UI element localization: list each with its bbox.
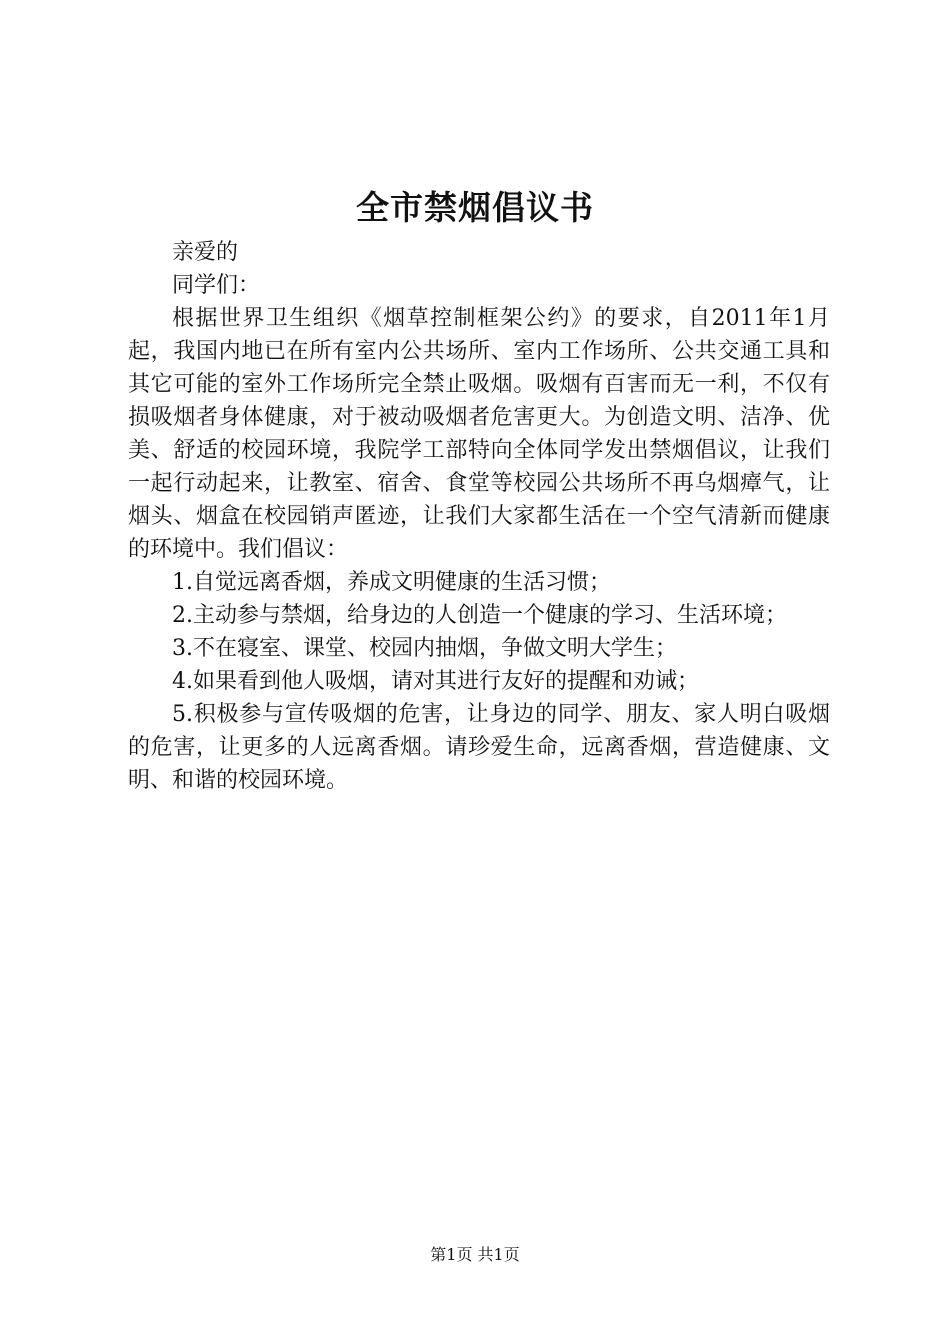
proposal-item: 3.不在寝室、课堂、校园内抽烟，争做文明大学生； bbox=[172, 636, 677, 661]
proposal-item: 5.积极参与宣传吸烟的危害，让身边的同学、朋友、家人明白吸烟的危害，让更多的人远离香烟。请珍爱生命，远离香烟，营造健康、文明、和谐的校园环境。 bbox=[128, 702, 830, 793]
greeting-line: 同学们： bbox=[172, 273, 261, 298]
page-footer: 第1页 共1页 bbox=[430, 1245, 520, 1264]
greeting-line: 亲爱的 bbox=[172, 240, 239, 265]
document-title: 全市禁烟倡议书 bbox=[356, 188, 594, 227]
proposal-item: 4.如果看到他人吸烟，请对其进行友好的提醒和劝诫； bbox=[172, 669, 699, 694]
proposal-item: 1.自觉远离香烟，养成文明健康的生活习惯； bbox=[172, 570, 611, 595]
document-body bbox=[128, 236, 830, 797]
intro-paragraph: 根据世界卫生组织《烟草控制框架公约》的要求，自2011年1月起，我国内地已在所有室内公共场所、室内工作场所、公共交通工具和其它可能的室外工作场所完全禁止吸烟。吸烟有百害而无一利，不仅有损吸烟者身体健康，对于被动吸烟者危害更大。为创造文明、洁净、优美、舒适的校园环境，我院学工部特向全体同学发出禁烟倡议，让我们一起行动起来，让教室、宿舍、食堂等校园公共场所不再乌烟瘴气，让烟头、烟盒在校园销声匿迹，让我们大家都生活在一个空气清新而健康的环境中。我们倡议： bbox=[128, 306, 830, 562]
proposal-item: 2.主动参与禁烟，给身边的人创造一个健康的学习、生活环境； bbox=[172, 603, 787, 628]
